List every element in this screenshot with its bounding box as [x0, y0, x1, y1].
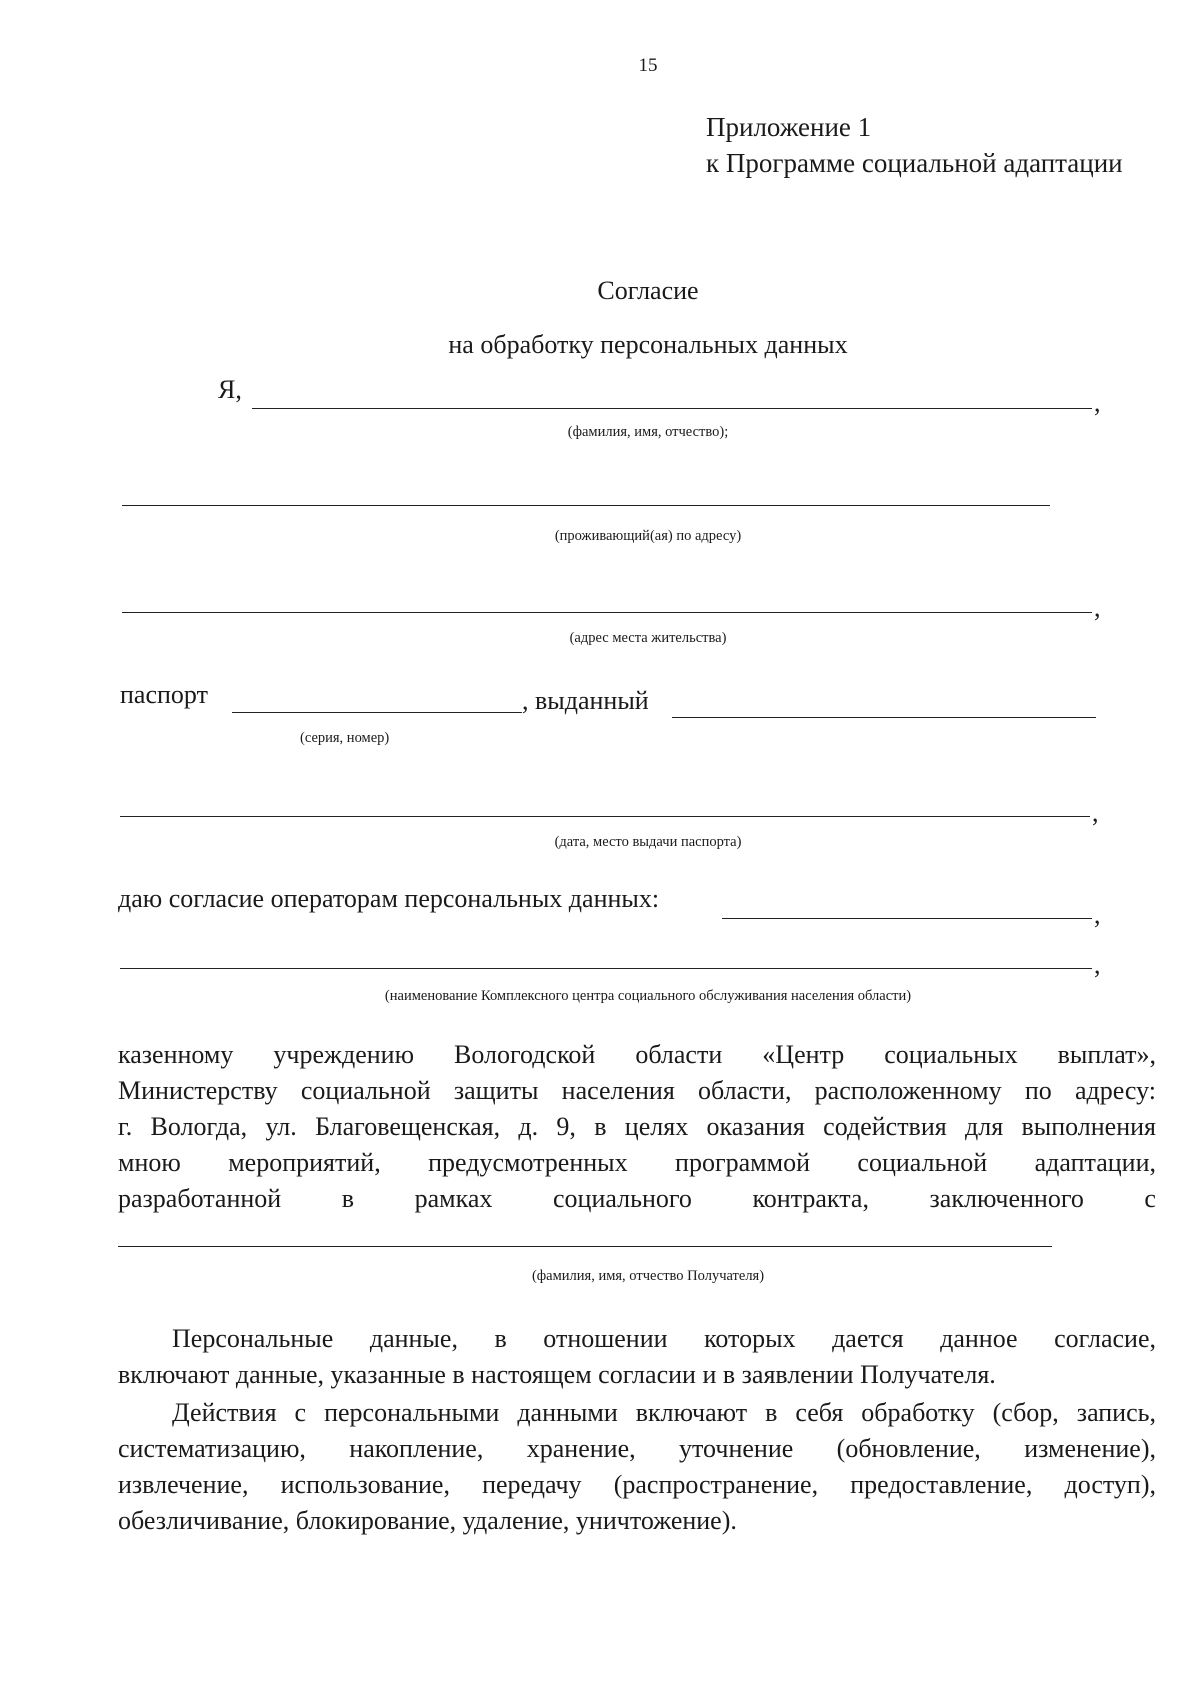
issued-label: , выданный — [522, 686, 649, 715]
series-caption: (серия, номер) — [300, 730, 390, 746]
recipient-line[interactable] — [118, 1246, 1052, 1247]
body-word: социального — [553, 1184, 692, 1213]
passport-issuer-line[interactable] — [672, 717, 1096, 718]
paragraph-2-line-1: Действия с персональными данными включают в себя обработку (сбор, запись, — [172, 1398, 1156, 1427]
recipient-caption: (фамилия, имя, отчество Получателя) — [531, 1268, 765, 1284]
body-line-3: г. Вологда, ул. Благовещенская, д. 9, в целях оказания содействия для выполнения — [118, 1112, 1156, 1141]
paragraph-2-line-4: обезличивание, блокирование, удаление, уничтожение). — [118, 1506, 737, 1535]
address-caption: (адрес места жительства) — [569, 630, 727, 646]
paragraph-2-line-2: систематизацию, накопление, хранение, уточнение (обновление, изменение), — [118, 1434, 1156, 1463]
body-word: заключенного — [929, 1184, 1084, 1213]
residing-caption: (проживающий(ая) по адресу) — [554, 528, 742, 544]
body-line-1: казенному учреждению Вологодской области «Центр социальных выплат», — [118, 1040, 1156, 1069]
body-word: в — [341, 1184, 355, 1213]
paragraph-1-line-1: Персональные данные, в отношении которых дается данное согласие, — [172, 1324, 1156, 1353]
body-word: контракта, — [752, 1184, 869, 1213]
address-line[interactable] — [122, 612, 1092, 613]
fio-line[interactable] — [252, 408, 1092, 409]
paragraph-2-line-3: извлечение, использование, передачу (распространение, предоставление, доступ), — [118, 1470, 1156, 1499]
doc-title: Согласие — [597, 276, 699, 305]
i-label: Я, — [218, 375, 242, 404]
body-word: разработанной — [118, 1184, 282, 1213]
center-line[interactable] — [120, 968, 1092, 969]
comma: , — [1094, 388, 1101, 417]
body-word: рамках — [414, 1184, 493, 1213]
issue-line[interactable] — [120, 816, 1090, 817]
appendix-line-2: к Программе социальной адаптации — [706, 148, 1123, 178]
center-caption: (наименование Комплексного центра социального обслуживания населения области) — [384, 988, 912, 1004]
consent-label: даю согласие операторам персональных данных: — [118, 884, 660, 913]
residing-line[interactable] — [122, 505, 1050, 506]
body-line-4: мною мероприятий, предусмотренных программой социальной адаптации, — [118, 1148, 1156, 1177]
appendix-line-1: Приложение 1 — [706, 112, 872, 142]
operator-line[interactable] — [722, 918, 1092, 919]
page-number: 15 — [638, 55, 658, 76]
comma: , — [1094, 900, 1101, 929]
doc-subtitle: на обработку персональных данных — [448, 330, 848, 359]
fio-caption: (фамилия, имя, отчество); — [567, 424, 729, 440]
issue-caption: (дата, место выдачи паспорта) — [554, 834, 742, 850]
paragraph-1-line-2: включают данные, указанные в настоящем согласии и в заявлении Получателя. — [118, 1360, 996, 1389]
passport-series-line[interactable] — [232, 712, 522, 713]
comma: , — [1094, 593, 1101, 622]
comma: , — [1094, 950, 1101, 979]
body-line-5 — [118, 1184, 1156, 1214]
comma: , — [1092, 798, 1099, 827]
body-line-2: Министерству социальной защиты населения области, расположенному по адресу: — [118, 1076, 1156, 1105]
passport-label: паспорт — [120, 680, 208, 709]
body-word: с — [1144, 1184, 1156, 1213]
